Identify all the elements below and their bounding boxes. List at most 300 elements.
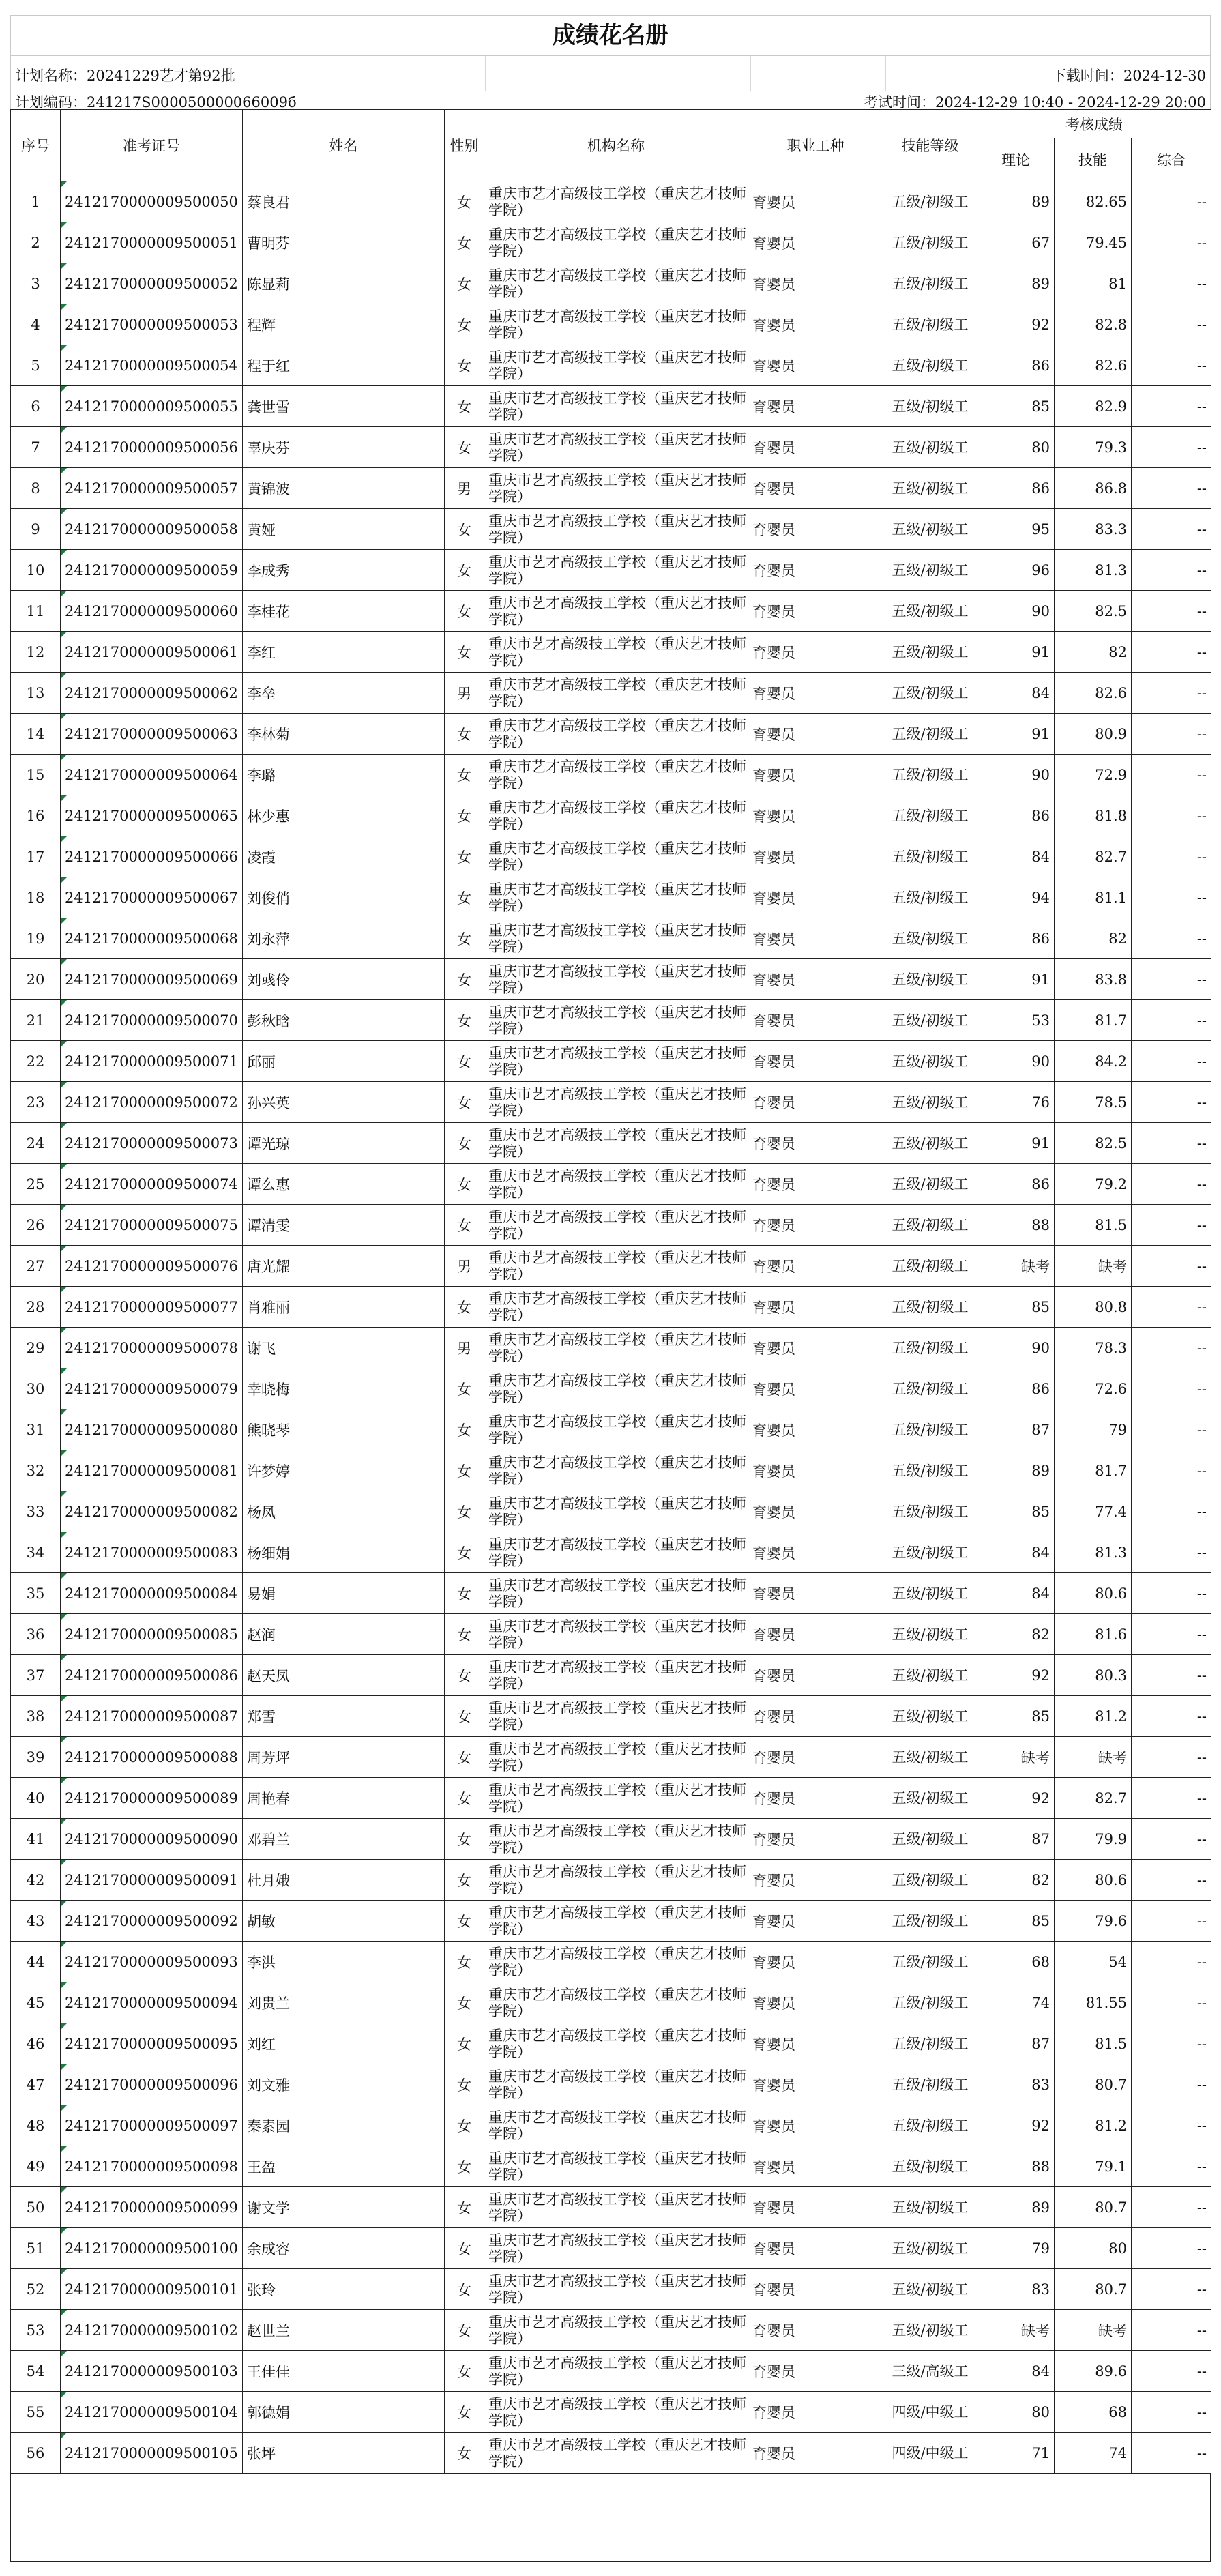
- cell-skill: 81.5: [1055, 2023, 1132, 2064]
- cell-seq: 33: [11, 1491, 61, 1532]
- cell-level: 五级/初级工: [883, 1942, 977, 1982]
- cell-name: 谢文学: [243, 2187, 445, 2228]
- cell-theory: 90: [977, 1328, 1055, 1368]
- cell-total: --: [1132, 1901, 1211, 1942]
- cell-ticket: 2412170000009500092: [61, 1901, 243, 1942]
- cell-total: --: [1132, 1819, 1211, 1860]
- cell-skill: 74: [1055, 2433, 1132, 2474]
- cell-total: --: [1132, 1655, 1211, 1696]
- table-row: [11, 1368, 1211, 1409]
- cell-level: 五级/初级工: [883, 550, 977, 591]
- cell-level: 五级/初级工: [883, 795, 977, 836]
- cell-level: 五级/初级工: [883, 836, 977, 877]
- table-row: [11, 795, 1211, 836]
- header-seq: 序号: [11, 110, 61, 181]
- cell-total: --: [1132, 1982, 1211, 2023]
- cell-skill: 79.2: [1055, 1164, 1132, 1205]
- cell-total: --: [1132, 714, 1211, 755]
- cell-job: 育婴员: [748, 1737, 883, 1778]
- cell-level: 五级/初级工: [883, 1737, 977, 1778]
- table-row: [11, 714, 1211, 755]
- cell-gender: 男: [445, 468, 484, 509]
- cell-total: --: [1132, 795, 1211, 836]
- cell-name: 李垒: [243, 673, 445, 714]
- table-row: [11, 1000, 1211, 1041]
- cell-job: 育婴员: [748, 755, 883, 795]
- cell-total: --: [1132, 2351, 1211, 2392]
- cell-job: 育婴员: [748, 386, 883, 427]
- cell-level: 五级/初级工: [883, 1491, 977, 1532]
- table-row: [11, 1205, 1211, 1246]
- cell-org: 重庆市艺才高级技工学校（重庆艺才技师学院）: [484, 673, 748, 714]
- cell-name: 赵天凤: [243, 1655, 445, 1696]
- cell-total: --: [1132, 959, 1211, 1000]
- exam-time: 考试时间：2024-12-29 10:40 - 2024-12-29 20:00: [864, 94, 1206, 111]
- cell-theory: 91: [977, 1123, 1055, 1164]
- cell-name: 唐光耀: [243, 1246, 445, 1287]
- cell-ticket: 2412170000009500097: [61, 2105, 243, 2146]
- cell-gender: 男: [445, 1246, 484, 1287]
- cell-org: 重庆市艺才高级技工学校（重庆艺才技师学院）: [484, 2228, 748, 2269]
- cell-job: 育婴员: [748, 1860, 883, 1901]
- cell-total: --: [1132, 632, 1211, 673]
- cell-level: 五级/初级工: [883, 304, 977, 345]
- table-row: [11, 386, 1211, 427]
- cell-seq: 44: [11, 1942, 61, 1982]
- cell-seq: 18: [11, 877, 61, 918]
- cell-theory: 86: [977, 468, 1055, 509]
- cell-skill: 81.7: [1055, 1000, 1132, 1041]
- cell-gender: 女: [445, 2023, 484, 2064]
- cell-seq: 26: [11, 1205, 61, 1246]
- cell-skill: 82.6: [1055, 673, 1132, 714]
- header-total: 综合: [1132, 138, 1211, 181]
- cell-seq: 35: [11, 1573, 61, 1614]
- cell-org: 重庆市艺才高级技工学校（重庆艺才技师学院）: [484, 632, 748, 673]
- cell-org: 重庆市艺才高级技工学校（重庆艺才技师学院）: [484, 959, 748, 1000]
- cell-name: 李桂花: [243, 591, 445, 632]
- cell-theory: 95: [977, 509, 1055, 550]
- header-name: 姓名: [243, 110, 445, 181]
- cell-gender: 女: [445, 2392, 484, 2433]
- cell-job: 育婴员: [748, 1778, 883, 1819]
- cell-total: --: [1132, 1696, 1211, 1737]
- cell-level: 三级/高级工: [883, 2351, 977, 2392]
- cell-theory: 86: [977, 345, 1055, 386]
- cell-seq: 17: [11, 836, 61, 877]
- cell-job: 育婴员: [748, 918, 883, 959]
- cell-job: 育婴员: [748, 1205, 883, 1246]
- cell-seq: 46: [11, 2023, 61, 2064]
- cell-gender: 女: [445, 714, 484, 755]
- cell-job: 育婴员: [748, 1942, 883, 1982]
- cell-ticket: 2412170000009500093: [61, 1942, 243, 1982]
- cell-theory: 87: [977, 1409, 1055, 1450]
- cell-ticket: 2412170000009500060: [61, 591, 243, 632]
- cell-skill: 77.4: [1055, 1491, 1132, 1532]
- cell-ticket: 2412170000009500069: [61, 959, 243, 1000]
- cell-theory: 87: [977, 2023, 1055, 2064]
- cell-name: 李红: [243, 632, 445, 673]
- cell-gender: 女: [445, 2064, 484, 2105]
- cell-seq: 55: [11, 2392, 61, 2433]
- cell-name: 程辉: [243, 304, 445, 345]
- cell-gender: 女: [445, 1819, 484, 1860]
- cell-seq: 51: [11, 2228, 61, 2269]
- cell-total: --: [1132, 1532, 1211, 1573]
- cell-job: 育婴员: [748, 1450, 883, 1491]
- cell-gender: 女: [445, 1860, 484, 1901]
- cell-seq: 6: [11, 386, 61, 427]
- cell-org: 重庆市艺才高级技工学校（重庆艺才技师学院）: [484, 755, 748, 795]
- cell-total: --: [1132, 1409, 1211, 1450]
- cell-ticket: 2412170000009500073: [61, 1123, 243, 1164]
- cell-ticket: 2412170000009500098: [61, 2146, 243, 2187]
- cell-skill: 80.7: [1055, 2064, 1132, 2105]
- cell-theory: 94: [977, 877, 1055, 918]
- cell-skill: 79.9: [1055, 1819, 1132, 1860]
- cell-org: 重庆市艺才高级技工学校（重庆艺才技师学院）: [484, 591, 748, 632]
- cell-ticket: 2412170000009500077: [61, 1287, 243, 1328]
- cell-theory: 89: [977, 2187, 1055, 2228]
- plan-code-row: [10, 91, 1211, 109]
- table-row: [11, 836, 1211, 877]
- table-row: [11, 509, 1211, 550]
- table-row: [11, 1041, 1211, 1082]
- cell-skill: 81.2: [1055, 1696, 1132, 1737]
- cell-org: 重庆市艺才高级技工学校（重庆艺才技师学院）: [484, 1000, 748, 1041]
- cell-level: 五级/初级工: [883, 755, 977, 795]
- cell-org: 重庆市艺才高级技工学校（重庆艺才技师学院）: [484, 1164, 748, 1205]
- cell-seq: 13: [11, 673, 61, 714]
- cell-name: 刘俊俏: [243, 877, 445, 918]
- table-row: [11, 181, 1211, 222]
- cell-org: 重庆市艺才高级技工学校（重庆艺才技师学院）: [484, 1409, 748, 1450]
- cell-ticket: 2412170000009500100: [61, 2228, 243, 2269]
- cell-ticket: 2412170000009500050: [61, 181, 243, 222]
- cell-job: 育婴员: [748, 591, 883, 632]
- cell-name: 周艳春: [243, 1778, 445, 1819]
- table-row: [11, 1573, 1211, 1614]
- cell-seq: 56: [11, 2433, 61, 2474]
- cell-theory: 67: [977, 222, 1055, 263]
- table-row: [11, 2064, 1211, 2105]
- cell-skill: 79: [1055, 1409, 1132, 1450]
- cell-org: 重庆市艺才高级技工学校（重庆艺才技师学院）: [484, 1491, 748, 1532]
- cell-skill: 82.7: [1055, 1778, 1132, 1819]
- cell-ticket: 2412170000009500104: [61, 2392, 243, 2433]
- cell-level: 五级/初级工: [883, 1287, 977, 1328]
- cell-total: --: [1132, 836, 1211, 877]
- cell-org: 重庆市艺才高级技工学校（重庆艺才技师学院）: [484, 1328, 748, 1368]
- cell-theory: 68: [977, 1942, 1055, 1982]
- cell-org: 重庆市艺才高级技工学校（重庆艺才技师学院）: [484, 1287, 748, 1328]
- cell-ticket: 2412170000009500061: [61, 632, 243, 673]
- cell-org: 重庆市艺才高级技工学校（重庆艺才技师学院）: [484, 1123, 748, 1164]
- cell-level: 五级/初级工: [883, 1696, 977, 1737]
- cell-gender: 女: [445, 1205, 484, 1246]
- cell-org: 重庆市艺才高级技工学校（重庆艺才技师学院）: [484, 2433, 748, 2474]
- cell-ticket: 2412170000009500103: [61, 2351, 243, 2392]
- cell-ticket: 2412170000009500057: [61, 468, 243, 509]
- cell-seq: 9: [11, 509, 61, 550]
- cell-ticket: 2412170000009500067: [61, 877, 243, 918]
- cell-skill: 82.9: [1055, 386, 1132, 427]
- table-row: [11, 1532, 1211, 1573]
- cell-skill: 81.8: [1055, 795, 1132, 836]
- cell-seq: 25: [11, 1164, 61, 1205]
- cell-total: --: [1132, 1860, 1211, 1901]
- cell-job: 育婴员: [748, 1655, 883, 1696]
- cell-job: 育婴员: [748, 2187, 883, 2228]
- download-time: 下载时间：2024-12-30: [1051, 68, 1206, 84]
- cell-name: 熊晓琴: [243, 1409, 445, 1450]
- cell-seq: 22: [11, 1041, 61, 1082]
- cell-theory: 80: [977, 2392, 1055, 2433]
- cell-name: 刘红: [243, 2023, 445, 2064]
- cell-job: 育婴员: [748, 1532, 883, 1573]
- cell-org: 重庆市艺才高级技工学校（重庆艺才技师学院）: [484, 2146, 748, 2187]
- score-table: [10, 109, 1211, 2474]
- cell-ticket: 2412170000009500094: [61, 1982, 243, 2023]
- cell-name: 杨凤: [243, 1491, 445, 1532]
- cell-total: --: [1132, 2392, 1211, 2433]
- cell-theory: 83: [977, 2064, 1055, 2105]
- cell-ticket: 2412170000009500081: [61, 1450, 243, 1491]
- cell-org: 重庆市艺才高级技工学校（重庆艺才技师学院）: [484, 1041, 748, 1082]
- cell-gender: 女: [445, 1491, 484, 1532]
- cell-job: 育婴员: [748, 877, 883, 918]
- cell-theory: 86: [977, 918, 1055, 959]
- cell-gender: 女: [445, 755, 484, 795]
- cell-level: 五级/初级工: [883, 959, 977, 1000]
- cell-skill: 82.65: [1055, 181, 1132, 222]
- table-row: [11, 1901, 1211, 1942]
- cell-level: 五级/初级工: [883, 2269, 977, 2310]
- cell-total: --: [1132, 1491, 1211, 1532]
- cell-ticket: 2412170000009500101: [61, 2269, 243, 2310]
- cell-org: 重庆市艺才高级技工学校（重庆艺才技师学院）: [484, 1942, 748, 1982]
- cell-org: 重庆市艺才高级技工学校（重庆艺才技师学院）: [484, 1450, 748, 1491]
- cell-org: 重庆市艺才高级技工学校（重庆艺才技师学院）: [484, 1737, 748, 1778]
- cell-theory: 87: [977, 1819, 1055, 1860]
- cell-name: 邓碧兰: [243, 1819, 445, 1860]
- cell-gender: 女: [445, 2269, 484, 2310]
- cell-skill: 81: [1055, 263, 1132, 304]
- cell-gender: 女: [445, 959, 484, 1000]
- cell-name: 林少惠: [243, 795, 445, 836]
- cell-gender: 女: [445, 509, 484, 550]
- cell-total: --: [1132, 550, 1211, 591]
- cell-theory: 83: [977, 2269, 1055, 2310]
- cell-name: 邱丽: [243, 1041, 445, 1082]
- cell-skill: 82.7: [1055, 836, 1132, 877]
- table-row: [11, 2228, 1211, 2269]
- cell-total: --: [1132, 1942, 1211, 1982]
- cell-level: 五级/初级工: [883, 1164, 977, 1205]
- cell-total: --: [1132, 1123, 1211, 1164]
- cell-org: 重庆市艺才高级技工学校（重庆艺才技师学院）: [484, 2187, 748, 2228]
- cell-total: --: [1132, 1328, 1211, 1368]
- cell-total: --: [1132, 2023, 1211, 2064]
- cell-skill: 缺考: [1055, 2310, 1132, 2351]
- table-row: [11, 1982, 1211, 2023]
- cell-org: 重庆市艺才高级技工学校（重庆艺才技师学院）: [484, 2310, 748, 2351]
- cell-gender: 女: [445, 1368, 484, 1409]
- table-row: [11, 550, 1211, 591]
- table-row: [11, 591, 1211, 632]
- cell-level: 五级/初级工: [883, 2187, 977, 2228]
- roster-sheet: [10, 15, 1211, 2562]
- cell-job: 育婴员: [748, 1082, 883, 1123]
- table-row: [11, 1778, 1211, 1819]
- cell-job: 育婴员: [748, 2392, 883, 2433]
- cell-org: 重庆市艺才高级技工学校（重庆艺才技师学院）: [484, 795, 748, 836]
- cell-org: 重庆市艺才高级技工学校（重庆艺才技师学院）: [484, 1901, 748, 1942]
- cell-skill: 81.2: [1055, 2105, 1132, 2146]
- cell-level: 五级/初级工: [883, 2310, 977, 2351]
- cell-theory: 76: [977, 1082, 1055, 1123]
- cell-ticket: 2412170000009500089: [61, 1778, 243, 1819]
- cell-job: 育婴员: [748, 2269, 883, 2310]
- cell-total: --: [1132, 2064, 1211, 2105]
- cell-gender: 女: [445, 1123, 484, 1164]
- cell-level: 五级/初级工: [883, 386, 977, 427]
- cell-name: 谭光琼: [243, 1123, 445, 1164]
- cell-seq: 39: [11, 1737, 61, 1778]
- cell-gender: 男: [445, 1328, 484, 1368]
- cell-org: 重庆市艺才高级技工学校（重庆艺才技师学院）: [484, 2269, 748, 2310]
- cell-job: 育婴员: [748, 509, 883, 550]
- header-org: 机构名称: [484, 110, 748, 181]
- cell-skill: 86.8: [1055, 468, 1132, 509]
- cell-total: --: [1132, 1287, 1211, 1328]
- cell-job: 育婴员: [748, 263, 883, 304]
- cell-level: 五级/初级工: [883, 2105, 977, 2146]
- cell-seq: 49: [11, 2146, 61, 2187]
- cell-total: --: [1132, 2228, 1211, 2269]
- table-row: [11, 304, 1211, 345]
- cell-skill: 81.3: [1055, 1532, 1132, 1573]
- cell-level: 五级/初级工: [883, 1409, 977, 1450]
- cell-seq: 31: [11, 1409, 61, 1450]
- cell-ticket: 2412170000009500076: [61, 1246, 243, 1287]
- cell-skill: 72.9: [1055, 755, 1132, 795]
- cell-seq: 24: [11, 1123, 61, 1164]
- cell-level: 五级/初级工: [883, 877, 977, 918]
- cell-seq: 16: [11, 795, 61, 836]
- cell-name: 刘彧伶: [243, 959, 445, 1000]
- cell-theory: 86: [977, 1164, 1055, 1205]
- cell-seq: 54: [11, 2351, 61, 2392]
- cell-name: 黄锦波: [243, 468, 445, 509]
- cell-seq: 10: [11, 550, 61, 591]
- cell-level: 五级/初级工: [883, 1041, 977, 1082]
- cell-theory: 85: [977, 1491, 1055, 1532]
- cell-ticket: 2412170000009500078: [61, 1328, 243, 1368]
- cell-total: --: [1132, 386, 1211, 427]
- cell-skill: 84.2: [1055, 1041, 1132, 1082]
- cell-job: 育婴员: [748, 1164, 883, 1205]
- cell-job: 育婴员: [748, 1901, 883, 1942]
- cell-seq: 7: [11, 427, 61, 468]
- cell-level: 五级/初级工: [883, 1778, 977, 1819]
- cell-job: 育婴员: [748, 1246, 883, 1287]
- cell-total: --: [1132, 2269, 1211, 2310]
- cell-skill: 81.1: [1055, 877, 1132, 918]
- cell-skill: 81.55: [1055, 1982, 1132, 2023]
- cell-org: 重庆市艺才高级技工学校（重庆艺才技师学院）: [484, 1573, 748, 1614]
- info-divider: [885, 56, 886, 91]
- cell-skill: 80.8: [1055, 1287, 1132, 1328]
- cell-total: --: [1132, 2146, 1211, 2187]
- cell-ticket: 2412170000009500090: [61, 1819, 243, 1860]
- cell-theory: 84: [977, 836, 1055, 877]
- cell-job: 育婴员: [748, 959, 883, 1000]
- cell-theory: 92: [977, 1778, 1055, 1819]
- cell-seq: 53: [11, 2310, 61, 2351]
- cell-job: 育婴员: [748, 1287, 883, 1328]
- cell-job: 育婴员: [748, 222, 883, 263]
- cell-level: 五级/初级工: [883, 2228, 977, 2269]
- cell-name: 彭秋晗: [243, 1000, 445, 1041]
- cell-seq: 30: [11, 1368, 61, 1409]
- cell-gender: 女: [445, 795, 484, 836]
- cell-total: --: [1132, 591, 1211, 632]
- cell-gender: 女: [445, 918, 484, 959]
- table-row: [11, 2310, 1211, 2351]
- cell-seq: 15: [11, 755, 61, 795]
- cell-total: --: [1132, 222, 1211, 263]
- cell-job: 育婴员: [748, 2228, 883, 2269]
- cell-name: 李成秀: [243, 550, 445, 591]
- cell-name: 张坪: [243, 2433, 445, 2474]
- cell-level: 五级/初级工: [883, 1982, 977, 2023]
- cell-name: 杨细娟: [243, 1532, 445, 1573]
- cell-ticket: 2412170000009500075: [61, 1205, 243, 1246]
- cell-theory: 84: [977, 1532, 1055, 1573]
- cell-level: 五级/初级工: [883, 263, 977, 304]
- cell-ticket: 2412170000009500105: [61, 2433, 243, 2474]
- cell-name: 凌霞: [243, 836, 445, 877]
- cell-job: 育婴员: [748, 2433, 883, 2474]
- cell-level: 五级/初级工: [883, 2023, 977, 2064]
- cell-gender: 女: [445, 1000, 484, 1041]
- cell-level: 五级/初级工: [883, 181, 977, 222]
- plan-info-row: [10, 55, 1211, 91]
- table-row: [11, 1328, 1211, 1368]
- header-job: 职业工种: [748, 110, 883, 181]
- cell-skill: 82.6: [1055, 345, 1132, 386]
- cell-org: 重庆市艺才高级技工学校（重庆艺才技师学院）: [484, 877, 748, 918]
- table-row: [11, 673, 1211, 714]
- cell-job: 育婴员: [748, 1614, 883, 1655]
- cell-level: 五级/初级工: [883, 1000, 977, 1041]
- cell-ticket: 2412170000009500068: [61, 918, 243, 959]
- cell-skill: 80.9: [1055, 714, 1132, 755]
- cell-org: 重庆市艺才高级技工学校（重庆艺才技师学院）: [484, 2105, 748, 2146]
- cell-seq: 5: [11, 345, 61, 386]
- cell-total: --: [1132, 468, 1211, 509]
- cell-skill: 81.7: [1055, 1450, 1132, 1491]
- cell-seq: 8: [11, 468, 61, 509]
- cell-ticket: 2412170000009500091: [61, 1860, 243, 1901]
- cell-org: 重庆市艺才高级技工学校（重庆艺才技师学院）: [484, 714, 748, 755]
- cell-job: 育婴员: [748, 2064, 883, 2105]
- table-row: [11, 2433, 1211, 2474]
- cell-ticket: 2412170000009500070: [61, 1000, 243, 1041]
- cell-total: --: [1132, 509, 1211, 550]
